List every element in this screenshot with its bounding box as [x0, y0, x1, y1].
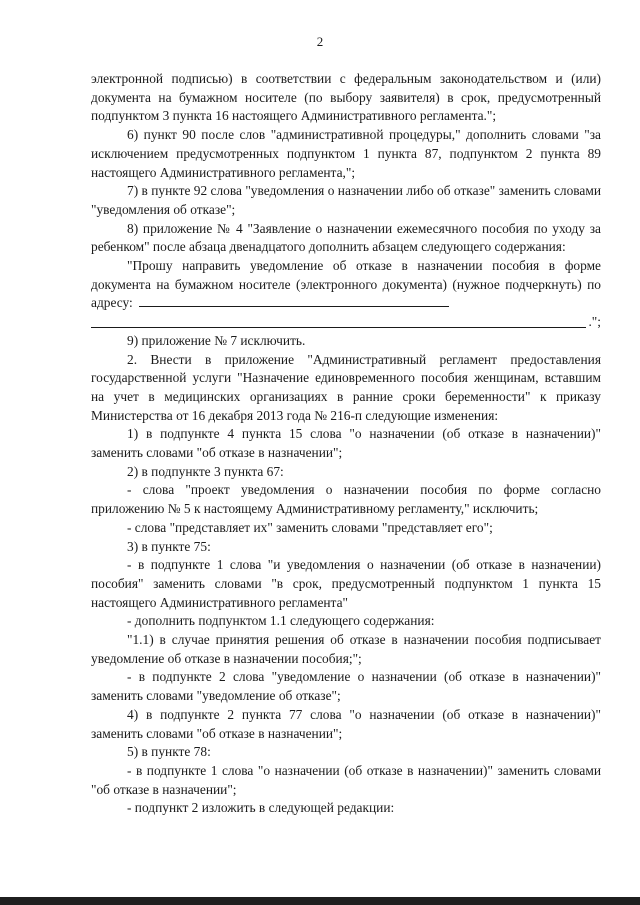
paragraph: "1.1) в случае принятия решения об отказе в назначении пособия подписывает уведомление об отказе в назначении пособия;"; [91, 632, 601, 666]
paragraph: 1) в подпункте 4 пункта 15 слова "о назначении (об отказе в назначении)" заменить словами "об отказе в назначении"; [91, 426, 601, 461]
paragraph: 3) в пункте 75: [127, 538, 211, 554]
form-quote-end-mark: ."; [588, 314, 601, 330]
paragraph: 4) в подпункте 2 пункта 77 слова "о назначении (об отказе в назначении)" заменить словами "об отказе в назначении"; [91, 706, 601, 741]
page-number: 2 [316, 34, 324, 49]
paragraphs-bottom [91, 332, 601, 818]
paragraph: - слова "представляет их" заменить словами "представляет его"; [127, 519, 493, 535]
paragraph: 2) в подпункте 3 пункта 67: [127, 463, 284, 479]
address-underline [91, 327, 586, 328]
paragraph: - слова "проект уведомления о назначении пособия по форме согласно приложению № 5 к настоящему Административному регламенту," исключить; [91, 482, 601, 517]
paragraph: 5) в пункте 78: [127, 744, 211, 760]
document-body [91, 70, 601, 818]
address-blank-line [91, 313, 601, 332]
paragraph: - подпункт 2 изложить в следующей редакции: [127, 800, 395, 816]
form-quote [91, 257, 601, 332]
paragraph: 9) приложение № 7 исключить. [127, 332, 306, 348]
form-quote-text: "Прошу направить уведомление об отказе в назначении пособия в форме документа на бумажном носителе (электронного документа) (нужное подчеркнуть) по адресу: [91, 258, 601, 311]
paragraph: - в подпункте 2 слова "уведомление о назначении (об отказе в назначении)" заменить словами "уведомление об отказе"; [91, 669, 601, 704]
paragraph: - в подпункте 1 слова "и уведомления о назначении (об отказе в назначении) пособия" заменить словами "в срок, предусмотренный подпунктом 1 пункта 15 настоящего Административного регламента" [91, 557, 601, 610]
address-inline-underline [139, 294, 449, 307]
scan-bottom-edge [0, 897, 640, 905]
paragraph: 7) в пункте 92 слова "уведомления о назначении либо об отказе" заменить словами "уведомления об отказе"; [91, 183, 601, 217]
paragraph: 6) пункт 90 после слов "административной процедуры," дополнить словами "за исключением предусмотренных подпунктом 1 пункта 87, подпунктом 2 пункта 89 настоящего Административного регламента,"; [91, 127, 601, 180]
paragraphs-top [91, 70, 601, 257]
paragraph: - в подпункте 1 слова "о назначении (об отказе в назначении)" заменить словами "об отказе в назначении"; [91, 763, 601, 797]
paragraph: 8) приложение № 4 "Заявление о назначении ежемесячного пособия по уходу за ребенком" после абзаца двенадцатого дополнить абзацем следующего содержания: [91, 220, 601, 255]
paragraph: электронной подписью) в соответствии с федеральным законодательством и (или) документа на бумажном носителе (по выбору заявителя) в срок, предусмотренный подпунктом 3 пункта 16 настоящего Административного регламента."; [91, 71, 601, 124]
paragraph: - дополнить подпунктом 1.1 следующего содержания: [127, 613, 435, 629]
paragraph: 2. Внести в приложение "Административный регламент предоставления государственной услуги "Назначение единовременного пособия женщинам, вставшим на учет в медицинских организациях в ранние сроки беременности" к приказу Министерства от 16 декабря 2013 года № 216-п следующие изменения: [91, 351, 601, 423]
